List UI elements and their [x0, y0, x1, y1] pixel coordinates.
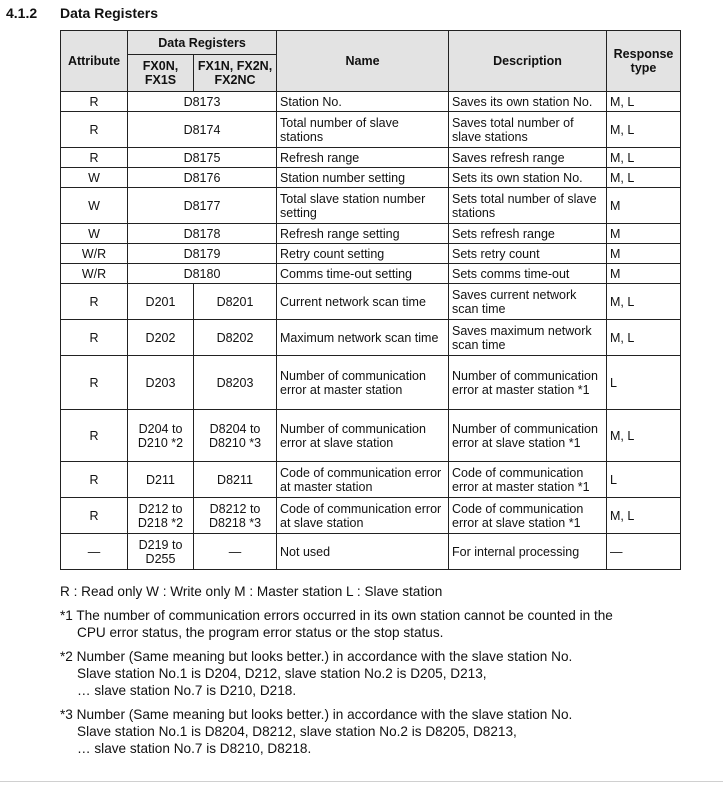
footnote: [60, 648, 700, 699]
footnote: [60, 607, 700, 641]
footnote-first-line: *3 Number (Same meaning but looks better.) in accordance with the slave station No.: [60, 707, 573, 722]
cell-attribute: R: [61, 148, 128, 168]
table-row: [61, 320, 681, 356]
section-number: 4.1.2: [6, 5, 38, 21]
legend: R : Read only W : Write only M : Master station L : Slave station: [60, 584, 443, 599]
cell-register: D8175: [128, 148, 277, 168]
table-row: [61, 410, 681, 462]
cell-response-type: M: [607, 224, 681, 244]
table-row: [61, 534, 681, 570]
cell-description: Sets its own station No.: [449, 168, 607, 188]
header-fx1n-line2: FX2NC: [214, 73, 256, 87]
cell-name: Code of communication error at slave station: [277, 498, 449, 534]
cell-attribute: W: [61, 224, 128, 244]
footnote-line: … slave station No.7 is D8210, D8218.: [77, 741, 312, 756]
cell-name: Code of communication error at master station: [277, 462, 449, 498]
cell-response-type: M, L: [607, 92, 681, 112]
cell-description: Saves current network scan time: [449, 284, 607, 320]
cell-name: Comms time-out setting: [277, 264, 449, 284]
cell-description: Number of communication error at slave station *1: [449, 410, 607, 462]
footnote-list: [60, 607, 700, 757]
header-fx0n-line1: FX0N,: [142, 59, 179, 73]
cell-name: Retry count setting: [277, 244, 449, 264]
cell-description: Number of communication error at master station *1: [449, 356, 607, 410]
table-row: [61, 92, 681, 112]
cell-name: Number of communication error at master station: [277, 356, 449, 410]
cell-name: Refresh range setting: [277, 224, 449, 244]
cell-register-fx0n: D202: [128, 320, 194, 356]
cell-attribute: R: [61, 462, 128, 498]
cell-name: Current network scan time: [277, 284, 449, 320]
cell-name: Total slave station number setting: [277, 188, 449, 224]
cell-description: Saves total number of slave stations: [449, 112, 607, 148]
section-title: Data Registers: [60, 5, 159, 21]
table-row: [61, 112, 681, 148]
header-attribute: Attribute: [61, 31, 128, 92]
cell-attribute: R: [61, 320, 128, 356]
cell-description: Sets refresh range: [449, 224, 607, 244]
notes-section: [60, 583, 700, 757]
cell-name: Refresh range: [277, 148, 449, 168]
cell-name: Total number of slave stations: [277, 112, 449, 148]
cell-response-type: M, L: [607, 148, 681, 168]
table-body: [61, 92, 681, 570]
cell-register-fx1n: D8203: [194, 356, 277, 410]
cell-name: Station No.: [277, 92, 449, 112]
header-response-line1: Response: [613, 47, 674, 61]
cell-register: D8173: [128, 92, 277, 112]
table-row: [61, 498, 681, 534]
header-response-type: [607, 31, 681, 92]
cell-response-type: M: [607, 264, 681, 284]
footnote-line: Slave station No.1 is D204, D212, slave station No.2 is D205, D213,: [77, 666, 487, 681]
cell-response-type: L: [607, 462, 681, 498]
cell-description: Saves refresh range: [449, 148, 607, 168]
header-name: Name: [277, 31, 449, 92]
footnote-line: … slave station No.7 is D210, D218.: [77, 683, 297, 698]
header-fx0n: [128, 55, 194, 92]
cell-attribute: R: [61, 498, 128, 534]
cell-register-fx0n: D203: [128, 356, 194, 410]
cell-description: Sets retry count: [449, 244, 607, 264]
cell-register: D8179: [128, 244, 277, 264]
cell-response-type: L: [607, 356, 681, 410]
cell-attribute: R: [61, 92, 128, 112]
table-row: [61, 148, 681, 168]
bottom-divider: [0, 781, 723, 782]
header-fx1n-line1: FX1N, FX2N,: [197, 59, 273, 73]
cell-register-fx0n: D204 to D210 *2: [128, 410, 194, 462]
cell-register-fx1n: D8204 to D8210 *3: [194, 410, 277, 462]
footnote-first-line: *2 Number (Same meaning but looks better.) in accordance with the slave station No.: [60, 649, 573, 664]
cell-name: Not used: [277, 534, 449, 570]
cell-attribute: R: [61, 112, 128, 148]
cell-register-fx1n: D8202: [194, 320, 277, 356]
cell-description: Code of communication error at slave station *1: [449, 498, 607, 534]
cell-attribute: R: [61, 410, 128, 462]
footnote: [60, 706, 700, 757]
cell-response-type: M: [607, 244, 681, 264]
cell-response-type: M, L: [607, 112, 681, 148]
table-row: [61, 224, 681, 244]
cell-attribute: —: [61, 534, 128, 570]
cell-name: Station number setting: [277, 168, 449, 188]
cell-attribute: W: [61, 168, 128, 188]
cell-register-fx0n: D211: [128, 462, 194, 498]
header-fx1n: [194, 55, 277, 92]
footnote-first-line: *1 The number of communication errors occurred in its own station cannot be counted in the: [60, 608, 613, 623]
cell-response-type: M, L: [607, 498, 681, 534]
header-data-registers: Data Registers: [128, 31, 277, 55]
cell-register: D8178: [128, 224, 277, 244]
cell-register-fx0n: D201: [128, 284, 194, 320]
cell-attribute: R: [61, 284, 128, 320]
cell-register: D8174: [128, 112, 277, 148]
cell-register-fx1n: D8211: [194, 462, 277, 498]
cell-description: Saves its own station No.: [449, 92, 607, 112]
table-row: [61, 462, 681, 498]
cell-description: Sets comms time-out: [449, 264, 607, 284]
cell-attribute: W/R: [61, 264, 128, 284]
cell-attribute: W/R: [61, 244, 128, 264]
cell-register-fx1n: D8201: [194, 284, 277, 320]
cell-response-type: M, L: [607, 320, 681, 356]
cell-register-fx0n: D212 to D218 *2: [128, 498, 194, 534]
cell-name: Number of communication error at slave station: [277, 410, 449, 462]
cell-name: Maximum network scan time: [277, 320, 449, 356]
table-row: [61, 264, 681, 284]
cell-register-fx1n: D8212 to D8218 *3: [194, 498, 277, 534]
cell-response-type: —: [607, 534, 681, 570]
cell-response-type: M: [607, 188, 681, 224]
header-response-line2: type: [630, 61, 657, 75]
cell-attribute: W: [61, 188, 128, 224]
cell-register-fx0n: D219 to D255: [128, 534, 194, 570]
cell-register: D8176: [128, 168, 277, 188]
cell-description: Saves maximum network scan time: [449, 320, 607, 356]
table-row: [61, 188, 681, 224]
cell-register: D8177: [128, 188, 277, 224]
data-registers-table: [60, 30, 681, 570]
cell-register: D8180: [128, 264, 277, 284]
table-row: [61, 244, 681, 264]
table-row: [61, 168, 681, 188]
footnote-line: Slave station No.1 is D8204, D8212, slave station No.2 is D8205, D8213,: [77, 724, 517, 739]
cell-response-type: M, L: [607, 410, 681, 462]
header-description: Description: [449, 31, 607, 92]
header-fx0n-line2: FX1S: [144, 73, 177, 87]
cell-attribute: R: [61, 356, 128, 410]
footnote-line: CPU error status, the program error status or the stop status.: [77, 625, 444, 640]
cell-description: Code of communication error at master station *1: [449, 462, 607, 498]
cell-register-fx1n: —: [194, 534, 277, 570]
table-row: [61, 284, 681, 320]
cell-description: Sets total number of slave stations: [449, 188, 607, 224]
cell-response-type: M, L: [607, 168, 681, 188]
cell-description: For internal processing: [449, 534, 607, 570]
cell-response-type: M, L: [607, 284, 681, 320]
table-row: [61, 356, 681, 410]
